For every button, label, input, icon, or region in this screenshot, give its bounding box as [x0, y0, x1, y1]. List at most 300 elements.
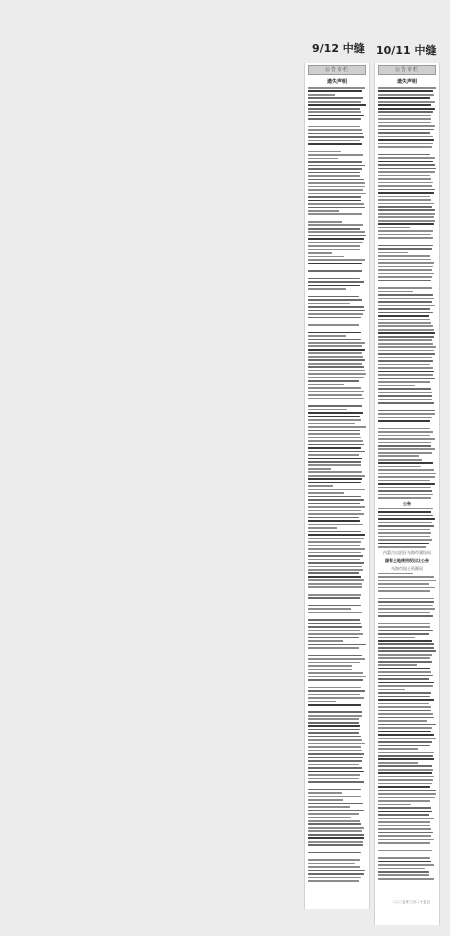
text-line — [308, 841, 363, 843]
text-line — [308, 136, 364, 138]
text-line — [378, 220, 435, 222]
text-line — [308, 820, 360, 822]
text-line — [378, 329, 434, 331]
text-line — [308, 597, 360, 599]
text-line — [378, 511, 431, 513]
text-line — [308, 108, 360, 110]
text-line — [308, 440, 363, 442]
text-line — [308, 210, 339, 212]
text-line — [378, 476, 435, 478]
text-line — [308, 252, 332, 254]
text-line — [308, 806, 350, 808]
text-line — [378, 515, 433, 517]
text-line — [308, 373, 366, 375]
text-line — [308, 97, 363, 99]
text-line — [378, 448, 435, 450]
text-line — [378, 811, 432, 813]
text-line — [308, 559, 360, 561]
text-line — [308, 803, 363, 805]
text-line — [308, 242, 363, 244]
text-line — [378, 661, 432, 663]
text-line — [308, 224, 363, 226]
text-line — [378, 185, 432, 187]
text-line — [378, 291, 413, 293]
text-line — [378, 266, 433, 268]
text-line — [378, 374, 433, 376]
text-line — [378, 490, 432, 492]
text-line — [308, 433, 360, 435]
text-line — [378, 675, 433, 677]
text-line — [378, 378, 435, 380]
text-line — [308, 249, 360, 251]
text-line — [308, 104, 366, 106]
text-line — [378, 508, 433, 510]
text-line — [308, 859, 360, 861]
text-line — [308, 133, 363, 135]
text-line — [378, 94, 434, 96]
text-line — [308, 531, 361, 533]
text-line — [378, 710, 431, 712]
notice-title: 内蒙古自治区乌海市建设局 — [383, 549, 431, 555]
text-line — [308, 658, 365, 660]
text-line — [378, 473, 436, 475]
text-line — [308, 143, 362, 145]
text-line — [378, 276, 432, 278]
text-line — [378, 783, 432, 785]
text-line — [378, 583, 429, 585]
text-line — [378, 445, 431, 447]
text-line — [378, 287, 432, 289]
text-line — [378, 428, 430, 430]
text-line — [378, 703, 429, 705]
text-line — [308, 619, 360, 621]
text-line — [308, 799, 343, 801]
text-line — [378, 442, 431, 444]
page-date-left: 9/12 中缝 — [312, 42, 365, 55]
text-line — [308, 468, 331, 470]
text-line — [378, 842, 430, 844]
text-line — [308, 235, 366, 237]
text-line — [378, 259, 431, 261]
text-line — [308, 499, 364, 501]
text-line — [378, 668, 430, 670]
text-line — [378, 417, 432, 419]
issue-date-footnote: 二○二五年三月二十五日 — [392, 900, 431, 904]
notice-column-right — [374, 63, 440, 925]
text-line — [308, 193, 366, 195]
text-line — [308, 231, 365, 233]
text-line — [378, 132, 430, 134]
text-line — [378, 360, 433, 362]
text-line — [378, 640, 432, 642]
text-line — [378, 312, 433, 314]
text-line — [378, 248, 432, 250]
text-line — [308, 746, 361, 748]
text-line — [308, 644, 366, 646]
text-line — [378, 108, 435, 110]
text-line — [308, 704, 361, 706]
text-line — [308, 612, 362, 614]
text-line — [308, 335, 346, 337]
text-line — [378, 171, 435, 173]
text-line — [378, 657, 430, 659]
text-line — [378, 315, 429, 317]
text-line — [378, 182, 433, 184]
text-line — [308, 172, 360, 174]
text-line — [308, 541, 361, 543]
text-line — [308, 179, 364, 181]
text-line — [308, 447, 361, 449]
text-line — [378, 223, 434, 225]
text-line — [308, 697, 364, 699]
text-line — [308, 866, 360, 868]
text-line — [308, 419, 361, 421]
text-line — [378, 643, 434, 645]
text-line — [308, 430, 360, 432]
paragraph-gap — [308, 328, 366, 332]
text-line — [308, 342, 365, 344]
text-line — [308, 877, 361, 879]
text-line — [378, 734, 434, 736]
notice-column-left — [304, 63, 370, 909]
text-line — [378, 322, 431, 324]
text-line — [308, 186, 365, 188]
text-line — [308, 464, 361, 466]
text-line — [378, 305, 435, 307]
notice-issuer: 乌海市国土资源局 — [391, 565, 423, 571]
text-line — [308, 817, 351, 819]
text-line — [378, 769, 433, 771]
text-line — [308, 377, 364, 379]
text-line — [378, 469, 434, 471]
text-line — [308, 870, 365, 872]
text-line — [308, 349, 365, 351]
text-line — [308, 118, 361, 120]
text-line — [378, 615, 433, 617]
text-line — [308, 129, 362, 131]
text-line — [308, 569, 363, 571]
text-line — [378, 772, 432, 774]
text-line — [378, 452, 432, 454]
text-line — [378, 650, 436, 652]
text-line — [378, 255, 430, 257]
paragraph-gap — [378, 619, 436, 623]
text-line — [378, 821, 430, 823]
text-line — [378, 413, 435, 415]
text-line — [308, 732, 359, 734]
text-line — [378, 480, 430, 482]
text-line — [308, 834, 364, 836]
text-line — [308, 288, 346, 290]
text-line — [308, 356, 363, 358]
text-line — [378, 203, 434, 205]
text-line — [378, 487, 431, 489]
text-line — [378, 797, 435, 799]
text-line — [378, 129, 434, 131]
text-line — [378, 420, 430, 422]
text-line — [378, 385, 415, 387]
text-line — [308, 778, 359, 780]
text-line — [378, 835, 431, 837]
text-line — [378, 357, 432, 359]
text-line — [378, 699, 434, 701]
text-line — [378, 164, 435, 166]
text-line — [378, 839, 434, 841]
text-line — [308, 475, 365, 477]
text-line — [308, 168, 362, 170]
text-line — [308, 830, 362, 832]
text-line — [378, 343, 433, 345]
text-line — [378, 332, 435, 334]
text-line — [308, 478, 362, 480]
text-line — [378, 682, 434, 684]
text-line — [308, 510, 361, 512]
text-line — [378, 483, 435, 485]
text-line — [378, 529, 430, 531]
text-line — [308, 409, 347, 411]
text-line — [378, 168, 436, 170]
text-line — [308, 760, 362, 762]
text-line — [308, 496, 361, 498]
text-line — [308, 278, 360, 280]
text-line — [308, 767, 362, 769]
text-line — [308, 576, 361, 578]
text-line — [308, 317, 361, 319]
text-line — [378, 654, 432, 656]
text-line — [308, 555, 363, 557]
text-line — [378, 325, 433, 327]
text-line — [378, 539, 432, 541]
text-line — [308, 405, 362, 407]
text-line — [378, 765, 432, 767]
text-line — [378, 111, 433, 113]
text-line — [378, 115, 431, 117]
text-line — [378, 455, 419, 457]
text-line — [308, 324, 359, 326]
text-line — [378, 104, 431, 106]
text-line — [378, 139, 434, 141]
text-line — [378, 752, 434, 754]
text-line — [308, 352, 362, 354]
text-line — [308, 566, 362, 568]
text-line — [308, 844, 363, 846]
text-line — [378, 367, 433, 369]
text-line — [308, 538, 364, 540]
text-line — [308, 485, 333, 487]
text-line — [308, 387, 361, 389]
text-line — [378, 273, 434, 275]
text-line — [308, 444, 364, 446]
text-line — [378, 804, 411, 806]
text-line — [378, 741, 432, 743]
notice-sub-heading: 公告 — [403, 500, 411, 506]
paragraph-gap — [308, 683, 366, 687]
text-line — [378, 776, 434, 778]
text-line — [308, 640, 343, 642]
text-line — [308, 781, 364, 783]
text-line — [308, 151, 341, 153]
text-line — [378, 237, 433, 239]
text-line — [378, 678, 429, 680]
text-line — [378, 178, 431, 180]
text-line — [378, 786, 430, 788]
text-line — [378, 301, 432, 303]
text-line — [308, 739, 362, 741]
text-line — [378, 671, 431, 673]
text-line — [308, 366, 364, 368]
text-line — [378, 546, 426, 548]
text-line — [308, 94, 335, 96]
text-line — [308, 637, 359, 639]
text-line — [378, 685, 433, 687]
text-line — [308, 792, 342, 794]
text-line — [308, 339, 361, 341]
text-line — [378, 626, 430, 628]
text-line — [378, 800, 430, 802]
text-line — [378, 633, 429, 635]
text-line — [378, 245, 433, 247]
text-line — [308, 524, 363, 526]
text-line — [308, 572, 359, 574]
text-line — [308, 534, 365, 536]
text-line — [308, 384, 344, 386]
text-line — [378, 154, 430, 156]
text-line — [378, 814, 429, 816]
text-line — [308, 605, 361, 607]
text-line — [378, 868, 425, 870]
text-line — [308, 398, 364, 400]
text-line — [308, 753, 364, 755]
text-line — [378, 381, 430, 383]
text-line — [378, 696, 430, 698]
text-line — [378, 125, 435, 127]
text-line — [378, 779, 433, 781]
text-line — [378, 399, 432, 401]
text-line — [308, 165, 365, 167]
text-line — [378, 850, 432, 852]
text-line — [308, 579, 364, 581]
text-line — [378, 189, 435, 191]
text-line — [308, 451, 365, 453]
text-line — [308, 426, 366, 428]
text-line — [378, 122, 431, 124]
text-line — [378, 573, 413, 575]
text-line — [378, 262, 434, 264]
text-line — [378, 339, 432, 341]
text-line — [378, 136, 433, 138]
text-line — [308, 332, 361, 334]
text-line — [378, 580, 436, 582]
text-line — [378, 230, 433, 232]
text-line — [308, 552, 361, 554]
text-line — [308, 380, 359, 382]
text-line — [308, 586, 362, 588]
text-line — [308, 623, 361, 625]
text-line — [308, 416, 360, 418]
column-banner: 公告专栏 — [378, 65, 436, 75]
text-line — [308, 813, 359, 815]
text-line — [378, 410, 435, 412]
text-line — [378, 731, 431, 733]
text-line — [308, 101, 361, 103]
text-line — [308, 238, 364, 240]
text-line — [378, 294, 433, 296]
text-line — [378, 308, 430, 310]
text-line — [308, 270, 362, 272]
page-date-right: 10/11 中缝 — [376, 44, 437, 57]
text-line — [378, 364, 430, 366]
text-line — [308, 154, 363, 156]
text-line — [308, 506, 365, 508]
text-line — [378, 213, 435, 215]
text-line — [308, 158, 338, 160]
text-line — [308, 527, 337, 529]
text-line — [378, 522, 432, 524]
text-line — [308, 299, 362, 301]
text-line — [378, 871, 429, 873]
text-line — [378, 146, 432, 148]
text-line — [308, 863, 355, 865]
text-line — [308, 423, 355, 425]
text-line — [308, 213, 362, 215]
text-line — [308, 221, 342, 223]
text-line — [378, 298, 434, 300]
text-line — [308, 458, 362, 460]
text-line — [378, 758, 434, 760]
text-line — [308, 729, 360, 731]
text-line — [378, 647, 434, 649]
text-line — [308, 412, 363, 414]
text-line — [308, 345, 362, 347]
text-line — [308, 852, 361, 854]
text-line — [378, 717, 434, 719]
text-line — [308, 764, 359, 766]
text-line — [308, 391, 364, 393]
text-line — [378, 790, 436, 792]
text-line — [378, 664, 417, 666]
text-line — [308, 694, 360, 696]
text-line — [378, 459, 422, 461]
text-line — [378, 755, 433, 757]
text-line — [378, 828, 431, 830]
text-line — [308, 690, 365, 692]
text-line — [378, 724, 436, 726]
text-line — [308, 517, 359, 519]
text-line — [308, 736, 361, 738]
text-line — [308, 669, 352, 671]
text-line — [308, 454, 359, 456]
text-line — [378, 745, 430, 747]
text-line — [378, 692, 431, 694]
text-line — [378, 818, 434, 820]
text-line — [378, 637, 415, 639]
text-line — [308, 594, 361, 596]
text-line — [308, 394, 362, 396]
notice-title: 国有土地使用权出让公告 — [385, 557, 429, 563]
text-line — [378, 353, 435, 355]
text-line — [378, 861, 431, 863]
text-line — [378, 196, 430, 198]
text-line — [308, 672, 363, 674]
text-line — [378, 90, 433, 92]
text-line — [378, 857, 430, 859]
text-line — [378, 713, 433, 715]
text-line — [308, 873, 364, 875]
text-line — [378, 825, 430, 827]
text-line — [378, 192, 434, 194]
text-line — [308, 655, 362, 657]
text-line — [308, 725, 360, 727]
